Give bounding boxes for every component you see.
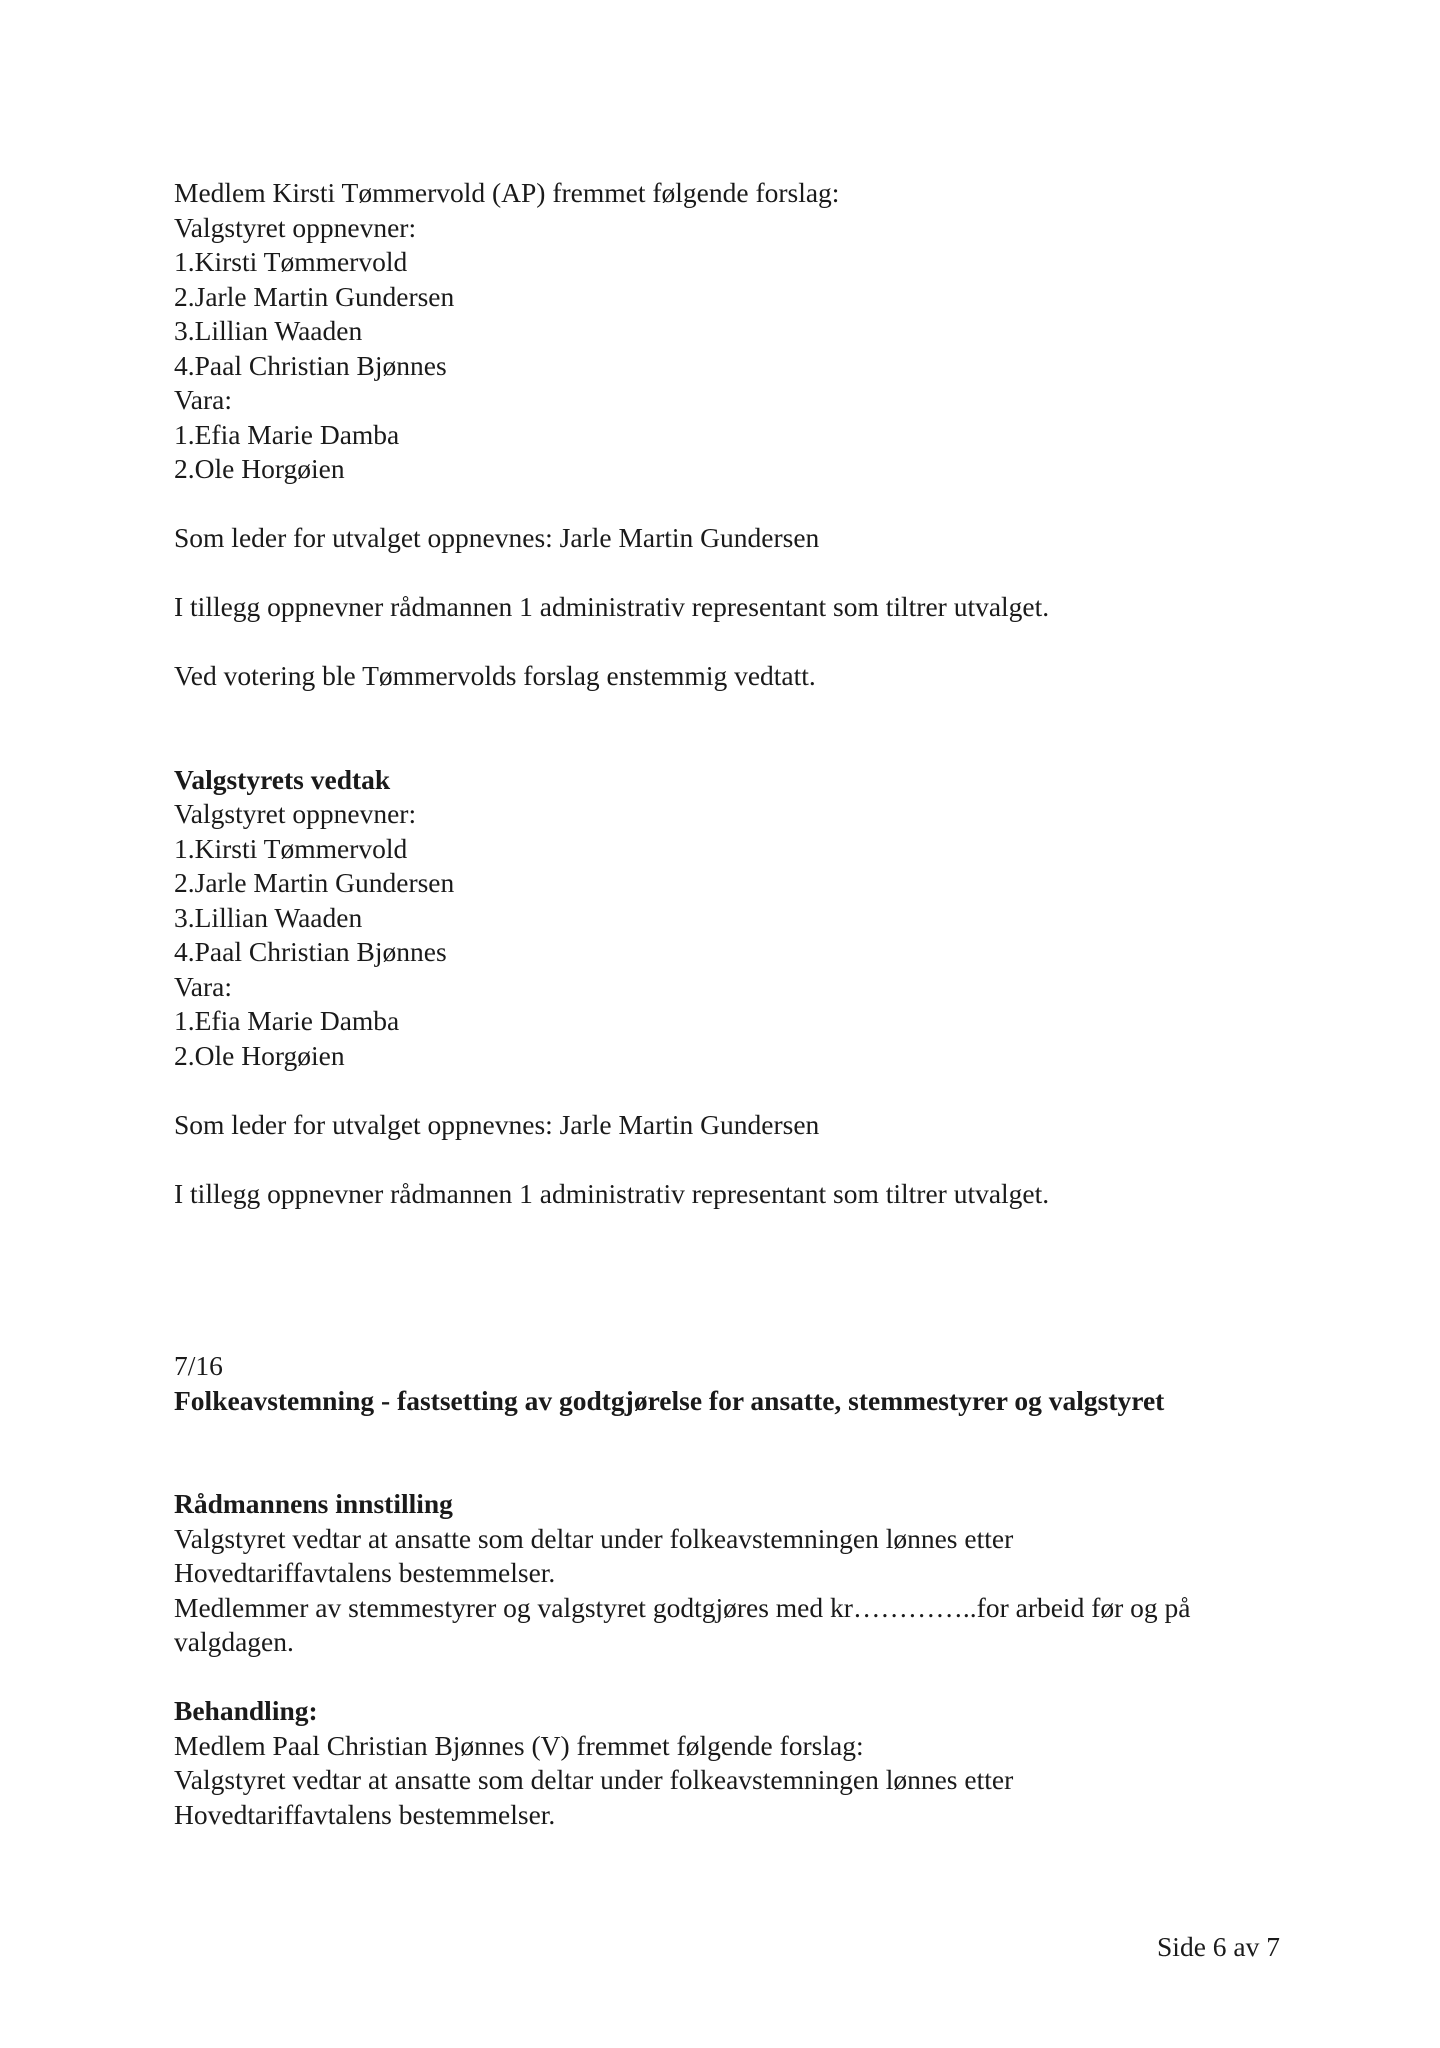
- decision-vara-member: 1.Efia Marie Damba: [174, 1005, 400, 1036]
- proposal-member: 2.Jarle Martin Gundersen: [174, 280, 455, 312]
- case-number: 7/16: [174, 1350, 223, 1381]
- decision-vara-label: Vara:: [174, 970, 233, 1002]
- treatment-text: Valgstyret vedtar at ansatte som deltar under folkeavstemningen lønnes etter: [174, 1764, 1014, 1795]
- decision-leader: Som leder for utvalget oppnevnes: Jarle Martin Gundersen: [174, 1108, 820, 1140]
- proposal-member: 4.Paal Christian Bjønnes: [174, 349, 447, 381]
- decision-section: [174, 763, 1274, 1212]
- recommendation-text: Hovedtariffavtalens bestemmelser.: [174, 1557, 556, 1588]
- document-page: [174, 176, 1274, 1832]
- treatment-section: [174, 1694, 1274, 1832]
- proposal-admin: I tillegg oppnevner rådmannen 1 administrativ representant som tiltrer utvalget.: [174, 591, 1050, 622]
- recommendation-text: valgdagen.: [174, 1626, 294, 1657]
- recommendation-heading: Rådmannens innstilling: [174, 1488, 453, 1519]
- proposal-section: [174, 176, 1274, 694]
- proposal-leader: Som leder for utvalget oppnevnes: Jarle Martin Gundersen: [174, 522, 820, 553]
- decision-vara-member: 2.Ole Horgøien: [174, 1039, 345, 1071]
- decision-member: 1.Kirsti Tømmervold: [174, 832, 408, 864]
- decision-member: 2.Jarle Martin Gundersen: [174, 867, 455, 898]
- treatment-text: Medlem Paal Christian Bjønnes (V) fremmet følgende forslag:: [174, 1729, 864, 1761]
- recommendation-section: [174, 1487, 1274, 1660]
- decision-member: 3.Lillian Waaden: [174, 901, 363, 933]
- case-title: Folkeavstemning - fastsetting av godtgjørelse for ansatte, stemmestyrer og valgstyret: [174, 1384, 1165, 1416]
- treatment-text: Hovedtariffavtalens bestemmelser.: [174, 1798, 556, 1830]
- proposal-appoints-label: Valgstyret oppnevner:: [174, 211, 417, 243]
- case-header: [174, 1349, 1274, 1418]
- proposal-vara-member: 2.Ole Horgøien: [174, 453, 345, 484]
- recommendation-text: Medlemmer av stemmestyrer og valgstyret godtgjøres med kr…………..for arbeid før og på: [174, 1591, 1191, 1623]
- decision-member: 4.Paal Christian Bjønnes: [174, 936, 447, 967]
- proposal-vara-label: Vara:: [174, 384, 233, 415]
- treatment-heading: Behandling:: [174, 1695, 318, 1726]
- recommendation-text: Valgstyret vedtar at ansatte som deltar under folkeavstemningen lønnes etter: [174, 1522, 1014, 1554]
- proposal-vara-member: 1.Efia Marie Damba: [174, 418, 400, 450]
- proposal-vote: Ved votering ble Tømmervolds forslag enstemmig vedtatt.: [174, 660, 816, 691]
- proposal-member: 3.Lillian Waaden: [174, 315, 363, 346]
- decision-appoints-label: Valgstyret oppnevner:: [174, 798, 417, 829]
- decision-admin: I tillegg oppnevner rådmannen 1 administrativ representant som tiltrer utvalget.: [174, 1177, 1050, 1209]
- proposal-member: 1.Kirsti Tømmervold: [174, 246, 408, 277]
- page-number: Side 6 av 7: [1157, 1931, 1280, 1962]
- decision-heading: Valgstyrets vedtak: [174, 763, 391, 795]
- proposal-intro: Medlem Kirsti Tømmervold (AP) fremmet følgende forslag:: [174, 177, 840, 208]
